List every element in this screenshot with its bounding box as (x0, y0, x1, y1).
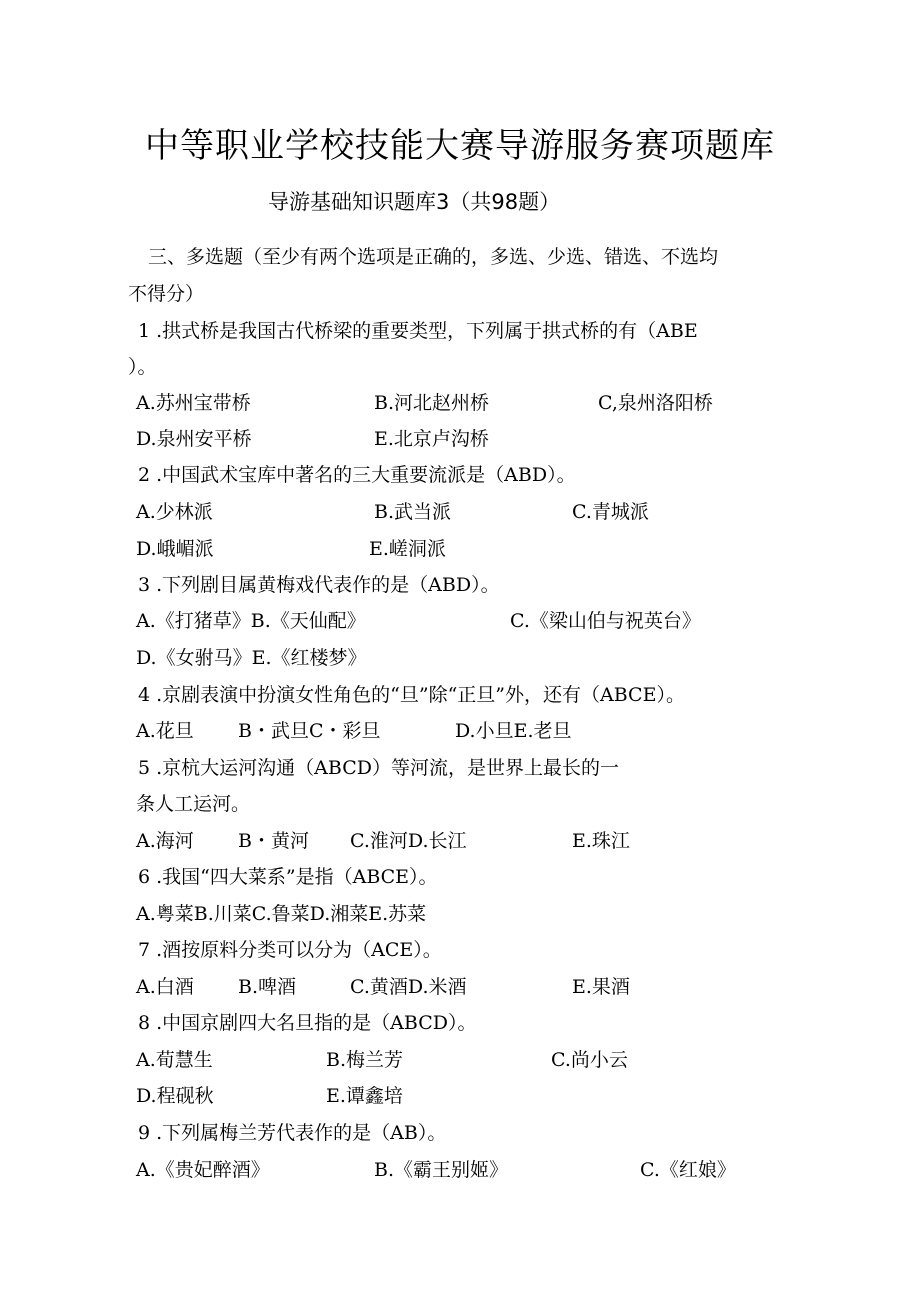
question-3-stem: 3 .下列剧目属黄梅戏代表作的是（ABD）。 (138, 574, 500, 596)
question-9-option-a: A.《贵妃醉酒》 (136, 1159, 270, 1181)
page-subtitle: 导游基础知识题库3（共98题） (268, 190, 561, 214)
question-2-stem: 2 .中国武术宝库中著名的三大重要流派是（ABD）。 (138, 464, 576, 486)
question-5-stem-line-2: 条人工运河。 (136, 793, 251, 815)
question-3-options-ab: A.《打猪草》B.《天仙配》 (136, 610, 366, 632)
question-1-option-a: A.苏州宝带桥 (136, 392, 251, 414)
question-8-option-a: A.荀慧生 (136, 1049, 213, 1071)
question-7-option-b: B.啤酒 (238, 976, 297, 998)
question-1-option-e: E.北京卢沟桥 (374, 428, 489, 450)
question-8-option-c: C.尚小云 (551, 1049, 628, 1071)
question-5-option-e: E.珠江 (572, 830, 630, 852)
question-3-option-c: C.《梁山伯与祝英台》 (510, 610, 701, 632)
question-2-option-c: C.青城派 (572, 501, 649, 523)
section-heading-line-2: 不得分） (128, 283, 205, 305)
question-5-option-b: B・黄河 (238, 830, 309, 852)
question-7-options-cd: C.黄酒D.米酒 (350, 976, 467, 998)
question-2-option-d: D.峨嵋派 (136, 538, 214, 560)
question-1-option-c: C,泉州洛阳桥 (598, 392, 713, 414)
question-8-option-b: B.梅兰芳 (326, 1049, 404, 1071)
question-4-option-a: A.花旦 (136, 720, 194, 742)
question-1-stem-line-1: 1 .拱式桥是我国古代桥梁的重要类型，下列属于拱式桥的有（ABE (138, 320, 698, 342)
question-2-option-a: A.少林派 (136, 501, 213, 523)
question-2-option-e: E.嵯洞派 (369, 538, 446, 560)
question-9-option-b: B.《霸王别姬》 (374, 1159, 509, 1181)
question-7-stem: 7 .酒按原料分类可以分为（ACE）。 (138, 939, 442, 961)
question-1-stem-line-2: ）。 (128, 356, 157, 378)
question-5-stem-line-1: 5 .京杭大运河沟通（ABCD）等河流，是世界上最长的一 (138, 757, 619, 779)
question-4-stem: 4 .京剧表演中扮演女性角色的“旦”除“正旦”外，还有（ABCE）。 (138, 684, 685, 706)
section-heading-line-1: 三、多选题（至少有两个选项是正确的，多选、少选、错选、不选均 (148, 246, 719, 268)
question-7-option-a: A.白酒 (136, 976, 194, 998)
question-5-option-a: A.海河 (136, 830, 194, 852)
question-8-option-d: D.程砚秋 (136, 1085, 214, 1107)
question-1-option-d: D.泉州安平桥 (136, 428, 252, 450)
question-4-options-de: D.小旦E.老旦 (455, 720, 572, 742)
question-6-stem: 6 .我国“四大菜系”是指（ABCE）。 (138, 866, 438, 888)
question-7-option-e: E.果酒 (572, 976, 630, 998)
page-title: 中等职业学校技能大赛导游服务赛项题库 (145, 126, 775, 166)
question-1-option-b: B.河北赵州桥 (374, 392, 490, 414)
question-5-options-cd: C.淮河D.长江 (350, 830, 467, 852)
question-4-options-bc: B・武旦C・彩旦 (238, 720, 381, 742)
question-6-options: A.粤菜B.川菜C.鲁菜D.湘菜E.苏菜 (136, 903, 427, 925)
question-2-option-b: B.武当派 (374, 501, 452, 523)
question-8-stem: 8 .中国京剧四大名旦指的是（ABCD）。 (138, 1012, 477, 1034)
question-3-options-de: D.《女驸马》E.《红楼梦》 (136, 647, 367, 669)
question-9-stem: 9 .下列属梅兰芳代表作的是（AB）。 (138, 1122, 447, 1144)
question-8-option-e: E.谭鑫培 (326, 1085, 403, 1107)
question-9-option-c: C.《红娘》 (640, 1159, 736, 1181)
